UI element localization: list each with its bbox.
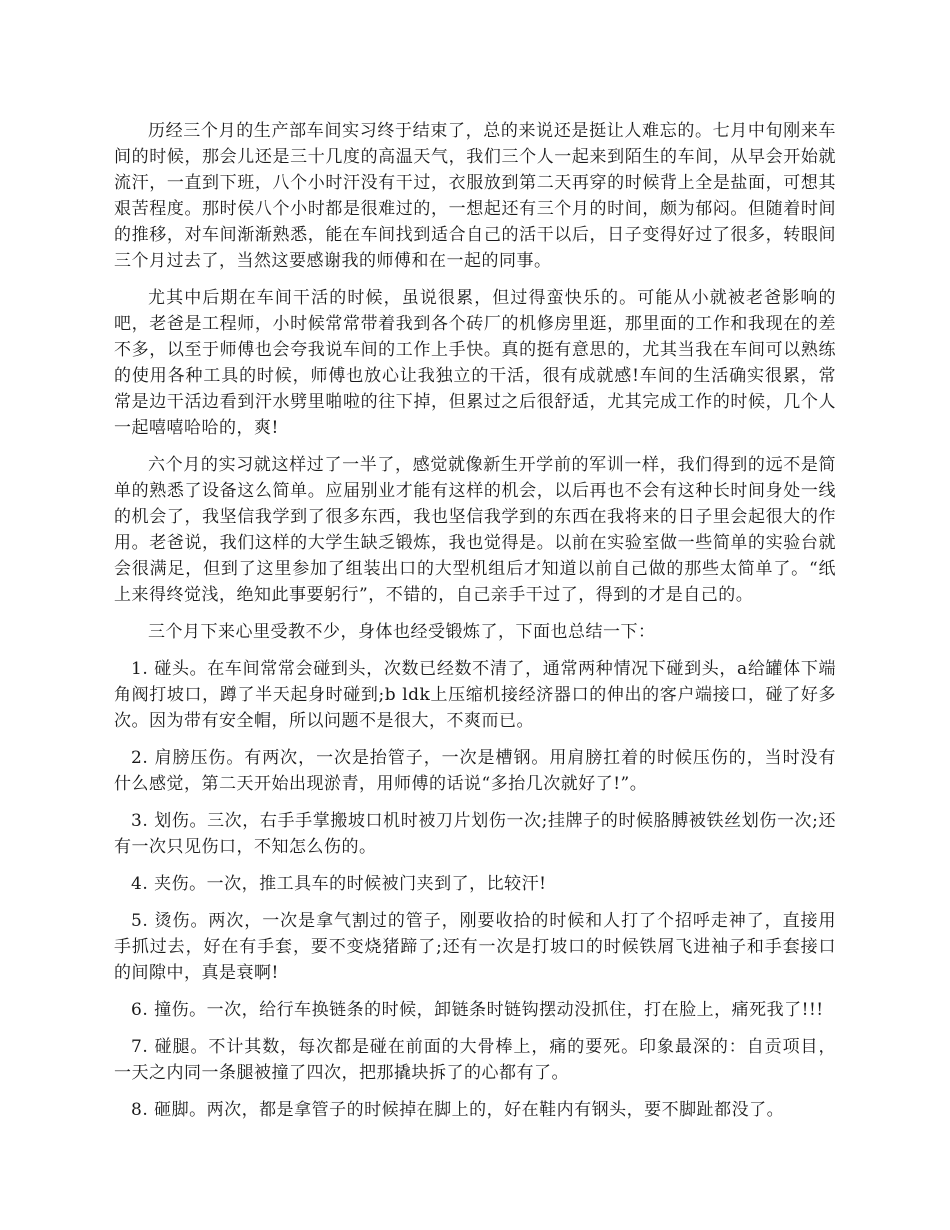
- paragraph-reflection: 六个月的实习就这样过了一半了，感觉就像新生开学前的军训一样，我们得到的远不是简单的熟悉了设备这么简单。应届别业才能有这样的机会，以后再也不会有这种长时间身处一线的机会了，我坚信我学到了很多东西，我也坚信我学到的东西在我将来的日子里会起很大的作用。老爸说，我们这样的大学生缺乏锻炼，我也觉得是。以前在实验室做一些简单的实验台就会很满足，但到了这里参加了组装出口的大型机组后才知道以前自己做的那些太简单了。“纸上来得终觉浅，绝知此事要躬行”，不错的，自己亲手干过了，得到的才是自己的。: [114, 455, 836, 605]
- list-item: 4. 夹伤。一次，推工具车的时候被门夹到了，比较汗!: [131, 874, 547, 894]
- list-item: 2. 肩膀压伤。有两次，一次是抬管子，一次是槽钢。用肩膀扛着的时候压伤的，当时没有什么感觉，第二天开始出现淤青，用师傅的话说“多抬几次就好了!”。: [114, 748, 836, 794]
- list-item: 5. 烫伤。两次，一次是拿气割过的管子，刚要收拾的时候和人打了个招呼走神了，直接用手抓过去，好在有手套，要不变烧猪蹄了;还有一次是打坡口的时候铁屑飞进袖子和手套接口的间隙中，真是衰啊!: [114, 911, 836, 983]
- list-item: 3. 划伤。三次，右手手掌搬坡口机时被刀片划伤一次;挂牌子的时候胳膊被铁丝划伤一次;还有一次只见伤口，不知怎么伤的。: [114, 811, 836, 857]
- paragraph-workshop-life: 尤其中后期在车间干活的时候，虽说很累，但过得蛮快乐的。可能从小就被老爸影响的吧，老爸是工程师，小时候常常带着我到各个砖厂的机修房里逛，那里面的工作和我现在的差不多，以至于师傅也会夸我说车间的工作上手快。真的挺有意思的，尤其当我在车间可以熟练的使用各种工具的时候，师傅也放心让我独立的干活，很有成就感!车间的生活确实很累，常常是边干活边看到汗水劈里啪啦的往下掉，但累过之后很舒适，尤其完成工作的时候，几个人一起嘻嘻哈哈的，爽!: [114, 288, 836, 438]
- list-item: 8. 砸脚。两次，都是拿管子的时候掉在脚上的，好在鞋内有钢头，要不脚趾都没了。: [131, 1100, 785, 1120]
- document-page: [114, 118, 836, 1134]
- list-item: 6. 撞伤。一次，给行车换链条的时候，卸链条时链钩摆动没抓住，打在脸上，痛死我了!!!: [131, 1000, 824, 1020]
- list-item: 7. 碰腿。不计其数，每次都是碰在前面的大骨棒上，痛的要死。印象最深的：自贡项目，一天之内同一条腿被撞了四次，把那撬块拆了的心都有了。: [114, 1037, 836, 1083]
- list-item: 1. 碰头。在车间常常会碰到头，次数已经数不清了，通常两种情况下碰到头，a给罐体下端角阀打坡口，蹲了半天起身时碰到;b ldk上压缩机接经济器口的伸出的客户端接口，碰了好多次。因为带有安全帽，所以问题不是很大，不爽而已。: [114, 659, 836, 731]
- paragraph-summary-lead: 三个月下来心里受教不少，身体也经受锻炼了，下面也总结一下：: [148, 622, 656, 642]
- paragraph-intro: 历经三个月的生产部车间实习终于结束了，总的来说还是挺让人难忘的。七月中旬刚来车间的时候，那会儿还是三十几度的高温天气，我们三个人一起来到陌生的车间，从早会开始就流汗，一直到下班，八个小时汗没有干过，衣服放到第二天再穿的时候背上全是盐面，可想其艰苦程度。那时侯八个小时都是很难过的，一想起还有三个月的时间，颇为郁闷。但随着时间的推移，对车间渐渐熟悉，能在车间找到适合自己的活干以后，日子变得好过了很多，转眼间三个月过去了，当然这要感谢我的师傅和在一起的同事。: [114, 121, 836, 271]
